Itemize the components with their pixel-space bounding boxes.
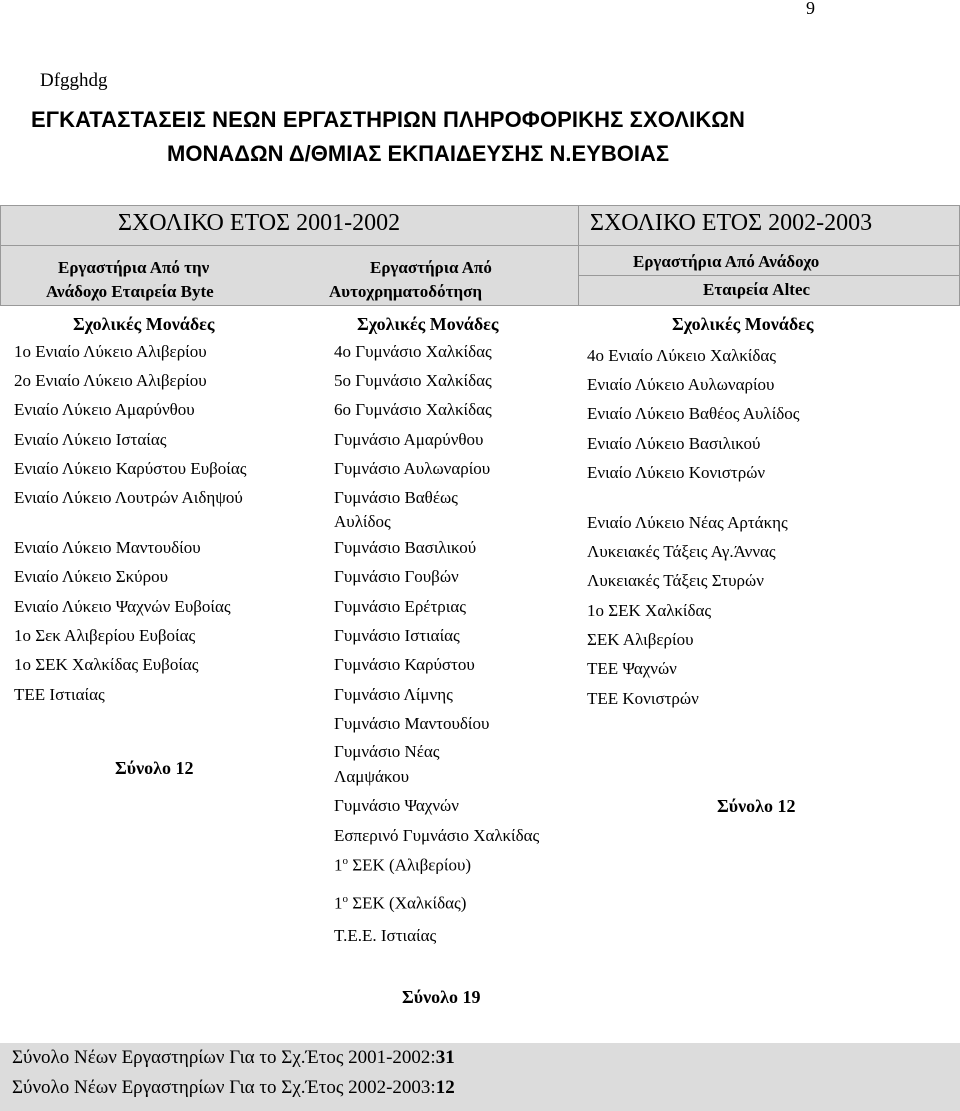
col2-item: Γυμνάσιο Βασιλικού <box>334 538 477 557</box>
col1-item: Ενιαίο Λύκειο Μαντουδίου <box>14 538 201 557</box>
col1-item: Ενιαίο Λύκειο Ψαχνών Ευβοίας <box>14 597 231 616</box>
col2-item: Γυμνάσιο Καρύστου <box>334 655 475 674</box>
col1-item: Ενιαίο Λύκειο Σκύρου <box>14 567 168 586</box>
col3-item: Λυκειακές Τάξεις Στυρών <box>587 571 764 590</box>
page-number: 9 <box>806 0 815 18</box>
col2-item: Γυμνάσιο Ψαχνών <box>334 796 459 815</box>
col3-item: Λυκειακές Τάξεις Αγ.Άννας <box>587 542 776 561</box>
footer-total-2002: Σύνολο Νέων Εργαστηρίων Για το Σχ.Έτος 2002-2003:12 <box>12 1077 455 1098</box>
col2-item: Γυμνάσιο Γουβών <box>334 567 459 586</box>
col1-item: Ενιαίο Λύκειο Καρύστου Ευβοίας <box>14 459 247 478</box>
col1-item: 2ο Ενιαίο Λύκειο Αλιβερίου <box>14 371 207 390</box>
col1-total: Σύνολο 12 <box>115 758 194 778</box>
col1-item: Ενιαίο Λύκειο Ισταίας <box>14 430 167 449</box>
col2-item-sek-chalkida: $1^o$ ΣΕΚ (Χαλκίδας) <box>334 893 467 913</box>
header-top-rule <box>0 205 960 206</box>
col1-item: 1ο ΣΕΚ Χαλκίδας Ευβοίας <box>14 655 199 674</box>
col2-subheader: Σχολικές Μονάδες <box>357 314 499 334</box>
col1-subheader: Σχολικές Μονάδες <box>73 314 215 334</box>
title-line-1: ΕΓΚΑΤΑΣΤΑΣΕΙΣ ΝΕΩΝ ΕΡΓΑΣΤΗΡΙΩΝ ΠΛΗΡΟΦΟΡΙΚΗΣ ΣΧΟΛΙΚΩΝ <box>31 107 746 132</box>
col2-item: Γυμνάσιο Βαθέως <box>334 488 458 507</box>
col2-item-tee: Τ.Ε.Ε. Ιστιαίας <box>334 926 437 945</box>
col3-item: Ενιαίο Λύκειο Κονιστρών <box>587 463 766 482</box>
col3-header-line2: Εταιρεία Altec <box>703 280 811 299</box>
col1-item: ΤΕΕ Ιστιαίας <box>14 685 105 704</box>
col1-item: 1ο Ενιαίο Λύκειο Αλιβερίου <box>14 342 207 361</box>
col3-item: Ενιαίο Λύκειο Αυλωναρίου <box>587 375 775 394</box>
col2-total: Σύνολο 19 <box>402 987 481 1007</box>
header-bottom-rule <box>0 305 960 306</box>
col2-item-sek-alivery: $1^o$ ΣΕΚ (Αλιβερίου) <box>334 855 472 875</box>
col2-item: 4ο Γυμνάσιο Χαλκίδας <box>334 342 492 361</box>
col1-item: 1ο Σεκ Αλιβερίου Ευβοίας <box>14 626 196 645</box>
col1-item: Ενιαίο Λύκειο Λουτρών Αιδηψού <box>14 488 243 507</box>
col2-header-line2: Αυτοχρηματοδότηση <box>329 282 483 301</box>
col3-item: Ενιαίο Λύκειο Βασιλικού <box>587 434 761 453</box>
col3-item: 4ο Ενιαίο Λύκειο Χαλκίδας <box>587 346 777 365</box>
col2-item: Λαμψάκου <box>334 767 410 786</box>
col1-header-line1: Εργαστήρια Από την <box>58 258 210 277</box>
col3-item: Ενιαίο Λύκειο Βαθέος Αυλίδος <box>587 404 800 423</box>
col3-item: ΣΕΚ Αλιβερίου <box>587 630 694 649</box>
col1-header-line2: Ανάδοχο Εταιρεία Byte <box>46 282 214 301</box>
year-2001-header: ΣΧΟΛΙΚΟ ΕΤΟΣ 2001-2002 <box>118 210 401 236</box>
year-2002-header: ΣΧΟΛΙΚΟ ΕΤΟΣ 2002-2003 <box>590 210 873 236</box>
col3-item: Ενιαίο Λύκειο Νέας Αρτάκης <box>587 513 788 532</box>
col2-item: Εσπερινό Γυμνάσιο Χαλκίδας <box>334 826 540 845</box>
prefix-text: Dfgghdg <box>40 70 108 91</box>
col3-total: Σύνολο 12 <box>717 796 796 816</box>
header-left-border <box>0 205 1 306</box>
col2-item: Γυμνάσιο Μαντουδίου <box>334 714 490 733</box>
col2-item: Γυμνάσιο Λίμνης <box>334 685 453 704</box>
col2-item: Γυμνάσιο Ερέτριας <box>334 597 466 616</box>
header-mid-rule <box>0 245 960 246</box>
col3-header-line1: Εργαστήρια Από Ανάδοχο <box>633 252 820 271</box>
col2-item: Γυμνάσιο Ιστιαίας <box>334 626 460 645</box>
col2-item: Γυμνάσιο Αυλωναρίου <box>334 459 491 478</box>
col1-item: Ενιαίο Λύκειο Αμαρύνθου <box>14 400 195 419</box>
col2-item: 6ο Γυμνάσιο Χαλκίδας <box>334 400 492 419</box>
col3-subheader: Σχολικές Μονάδες <box>672 314 814 334</box>
col2-header-line1: Εργαστήρια Από <box>370 258 492 277</box>
col2-item: 5ο Γυμνάσιο Χαλκίδας <box>334 371 492 390</box>
footer-total-2001: Σύνολο Νέων Εργαστηρίων Για το Σχ.Έτος 2001-2002:31 <box>12 1047 455 1068</box>
col3-item: 1ο ΣΕΚ Χαλκίδας <box>587 601 712 620</box>
header-col3-rule <box>578 275 960 276</box>
col2-item: Γυμνάσιο Αμαρύνθου <box>334 430 484 449</box>
header-year-divider <box>578 205 579 306</box>
col2-item: Γυμνάσιο Νέας <box>334 742 440 761</box>
col2-item: Αυλίδος <box>334 512 391 531</box>
title-line-2: ΜΟΝΑΔΩΝ Δ/ΘΜΙΑΣ ΕΚΠΑΙΔΕΥΣΗΣ Ν.ΕΥΒΟΙΑΣ <box>167 141 670 166</box>
col3-item: ΤΕΕ Κονιστρών <box>587 689 699 708</box>
col3-item: ΤΕΕ Ψαχνών <box>587 659 677 678</box>
